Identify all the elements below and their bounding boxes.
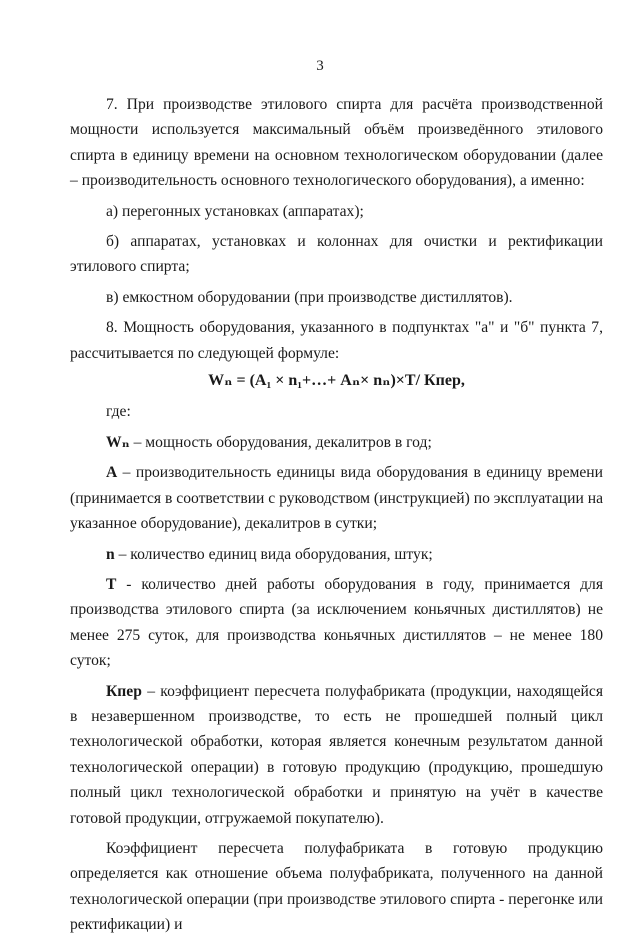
definition-n	[70, 542, 603, 567]
definition-a	[70, 460, 603, 536]
paragraph-7: 7. При производстве этилового спирта для расчёта производственной мощности используется максимальный объём произведённого этилового спирта в единицу времени на основном технологическом оборудовании (далее – производительность основного технологического оборудования), а именно:	[70, 96, 603, 190]
page-number: 3	[316, 58, 324, 74]
paragraph-coefficient: Коэффициент пересчета полуфабриката в готовую продукцию определяется как отношение объема полуфабриката, полученного на данной технологической операции (при производстве этилового спирта - перегонке или ректификации) и	[70, 839, 603, 934]
paragraph-8: 8. Мощность оборудования, указанного в подпунктах "а" и "б" пункта 7, рассчитывается по следующей формуле:	[70, 319, 603, 362]
formula: Wₙ = (А₁ × n₁+…+ Аₙ× nₙ)×Т/ Кпер,	[208, 372, 465, 390]
definition-k	[70, 679, 603, 831]
definition-w	[70, 430, 603, 455]
definition-t-text: - количество дней работы оборудования в году, принимается для производства этилового спирта (за исключением коньячных дистиллятов) не менее 275 суток, для производства коньячных дистиллятов – не менее 180 суток;	[70, 575, 603, 670]
definition-w-text: – мощность оборудования, декалитров в год;	[129, 433, 432, 451]
definition-a-text: – производительность единицы вида оборудования в единицу времени (принимается в соответствии с руководством (инструкцией) по эксплуатации на указанное оборудование), декалитров в сутки;	[70, 464, 603, 533]
list-item-b: б) аппаратах, установках и колоннах для очистки и ректификации этилового спирта;	[70, 233, 603, 276]
where-label: где:	[106, 403, 131, 421]
document-body	[70, 92, 603, 938]
symbol-t: Т	[106, 575, 117, 593]
symbol-n: n	[106, 545, 115, 563]
symbol-a: А	[106, 464, 118, 482]
symbol-w: Wₙ	[106, 433, 130, 451]
definition-t	[70, 572, 603, 674]
list-item-a: а) перегонных установках (аппаратах);	[106, 202, 364, 220]
list-item-v: в) емкостном оборудовании (при производстве дистиллятов).	[106, 288, 513, 306]
definition-k-text: – коэффициент пересчета полуфабриката (продукции, находящейся в незавершенном производстве, то есть не прошедшей полный цикл технологической обработки, которая является конечным результатом данной технологической операции) в готовую продукцию (продукцию, прошедшую полный цикл технологической обработки и принятую на учёт в качестве готовой продукции, отгружаемой покупателю).	[70, 682, 603, 827]
definition-n-text: – количество единиц вида оборудования, штук;	[114, 545, 433, 563]
symbol-k: Кпер	[106, 682, 142, 700]
